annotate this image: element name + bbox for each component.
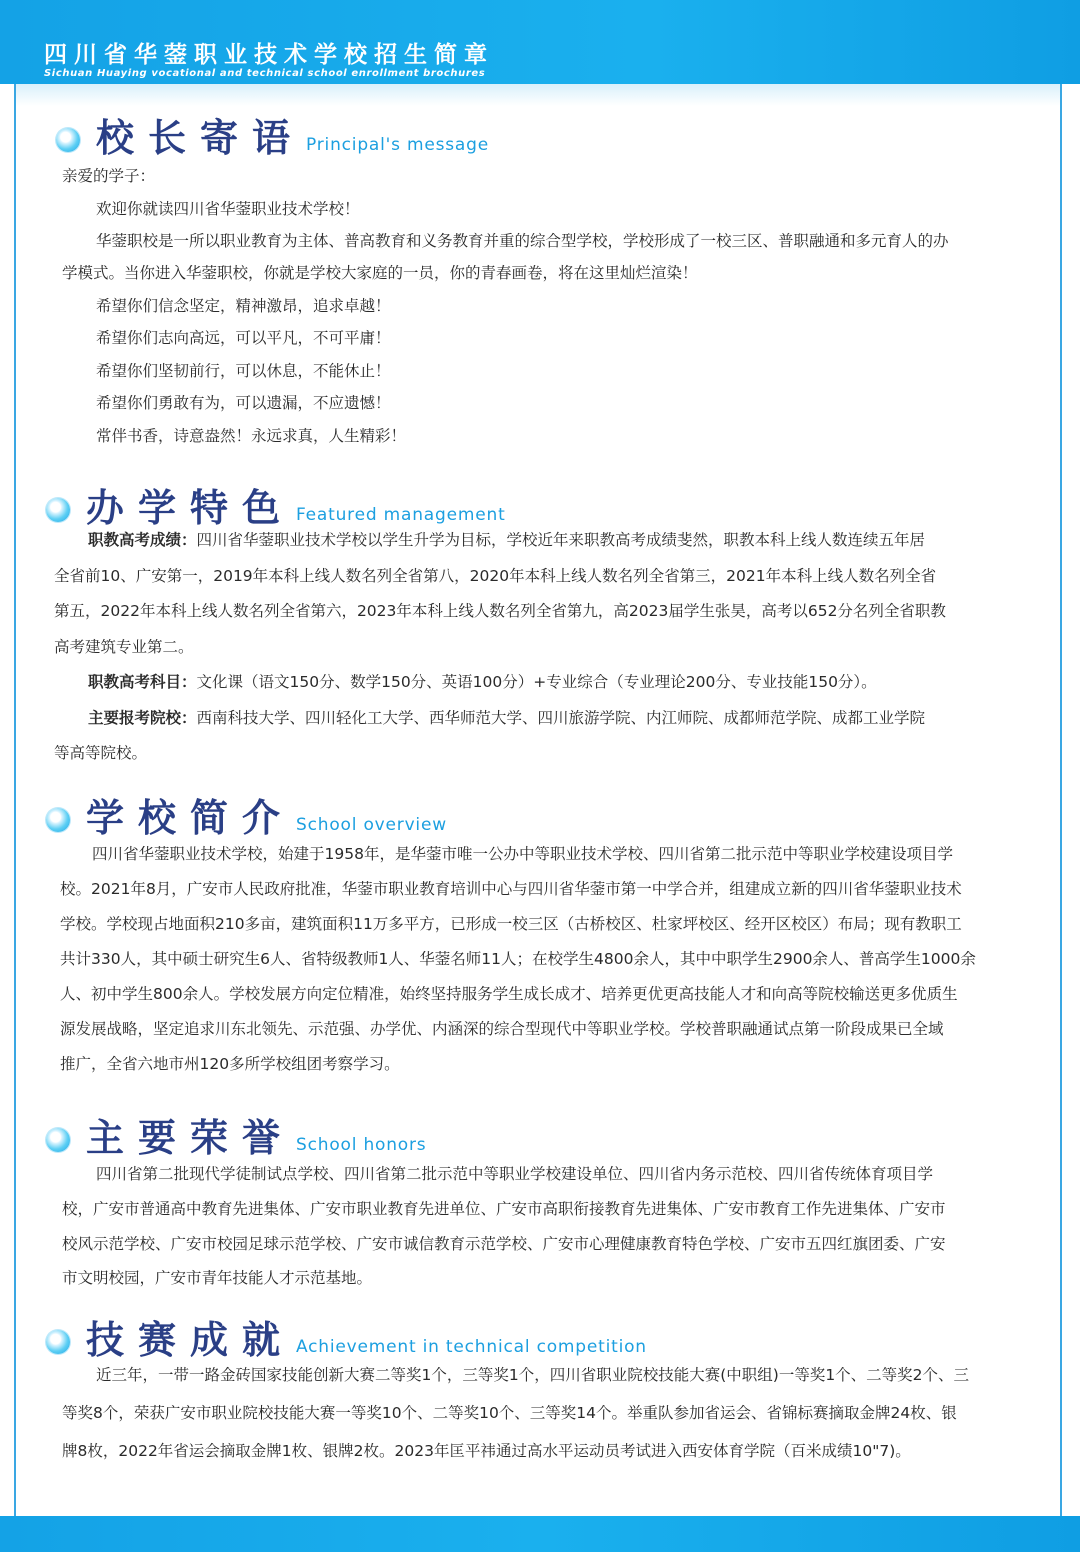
paragraph-line: 校。2021年8月，广安市人民政府批准，华蓥市职业教育培训中心与四川省华蓥市第一中学合并，组建成立新的四川省华蓥职业技术: [60, 880, 962, 898]
heading-en: School overview: [296, 815, 447, 835]
brochure-subtitle-en: Sichuan Huaying vocational and technical school enrollment brochures: [44, 68, 486, 79]
paragraph-line: 职教高考科目：文化课（语文150分、数学150分、英语100分）+专业综合（专业理论200分、专业技能150分）。: [88, 673, 877, 691]
paragraph-line: 希望你们勇敢有为，可以遗漏，不应遗憾！: [96, 394, 391, 412]
heading-en: Principal's message: [306, 135, 489, 155]
paragraph-line: 第五，2022年本科上线人数名列全省第六，2023年本科上线人数名列全省第九，高2023届学生张昊，高考以652分名列全省职教: [54, 602, 946, 620]
paragraph-line: 共计330人，其中硕士研究生6人、省特级教师1人、华蓥名师11人；在校学生4800余人，其中中职学生2900余人、普高学生1000余: [60, 950, 976, 968]
heading-en: Achievement in technical competition: [296, 1337, 647, 1357]
brochure-title: 四川省华蓥职业技术学校招生简章: [44, 41, 494, 68]
paragraph-line: 职教高考成绩：四川省华蓥职业技术学校以学生升学为目标，学校近年来职教高考成绩斐然，职教本科上线人数连续五年居: [88, 531, 926, 549]
heading-cn: 主要荣誉: [86, 1115, 295, 1160]
paragraph-line: 四川省第二批现代学徒制试点学校、四川省第二批示范中等职业学校建设单位、四川省内务示范校、四川省传统体育项目学: [96, 1165, 934, 1183]
paragraph-line: 希望你们信念坚定，精神激昂，追求卓越！: [96, 297, 391, 315]
heading-en: School honors: [296, 1135, 427, 1155]
paragraph-line: 近三年，一带一路金砖国家技能创新大赛二等奖1个，三等奖1个，四川省职业院校技能大赛(中职组)一等奖1个、二等奖2个、三: [96, 1366, 970, 1384]
footer-band: [0, 1516, 1080, 1552]
label-exam-results: 职教高考成绩：: [88, 531, 197, 549]
paragraph-line: 牌8枚，2022年省运会摘取金牌1枚、银牌2枚。2023年匡平祎通过高水平运动员考试进入西安体育学院（百米成绩10"7)。: [62, 1442, 911, 1460]
paragraph-line: 高考建筑专业第二。: [54, 638, 194, 656]
paragraph-line: 推广，全省六地市州120多所学校组团考察学习。: [60, 1055, 400, 1073]
bullet-orb-icon: [56, 128, 80, 152]
bullet-orb-icon: [46, 498, 70, 522]
heading-cn: 办学特色: [86, 485, 295, 530]
paragraph-line: 四川省华蓥职业技术学校，始建于1958年，是华蓥市唯一公办中等职业技术学校、四川省第二批示范中等职业学校建设项目学: [92, 845, 953, 863]
paragraph-line: 主要报考院校：西南科技大学、四川轻化工大学、西华师范大学、四川旅游学院、内江师院、成都师范学院、成都工业学院: [88, 709, 926, 727]
paragraph-line: 等高等院校。: [54, 744, 148, 762]
paragraph-line: 亲爱的学子：: [62, 167, 156, 185]
paragraph-line: 等奖8个，荣获广安市职业院校技能大赛一等奖10个、二等奖10个、三等奖14个。举重队参加省运会、省锦标赛摘取金牌24枚、银: [62, 1404, 957, 1422]
paragraph-line: 校，广安市普通高中教育先进集体、广安市职业教育先进单位、广安市高职衔接教育先进集体、广安市教育工作先进集体、广安市: [62, 1200, 946, 1218]
heading-en: Featured management: [296, 505, 506, 525]
paragraph-line: 学校。学校现占地面积210多亩，建筑面积11万多平方，已形成一校三区（古桥校区、杜家坪校区、经开区校区）布局；现有教职工: [60, 915, 962, 933]
section-heading-featured: [46, 486, 506, 530]
paragraph-line: 华蓥职校是一所以职业教育为主体、普高教育和义务教育并重的综合型学校，学校形成了一校三区、普职融通和多元育人的办: [96, 232, 949, 250]
header-band: [0, 0, 1080, 84]
label-target-colleges: 主要报考院校：: [88, 709, 197, 727]
paragraph-line: 全省前10、广安第一，2019年本科上线人数名列全省第八，2020年本科上线人数名列全省第三，2021年本科上线人数名列全省: [54, 567, 937, 585]
section-heading-principal: [56, 116, 489, 160]
paragraph-line: 常伴书香，诗意盎然！永远求真，人生精彩！: [96, 427, 407, 445]
paragraph-line: 源发展战略，坚定追求川东北领先、示范强、办学优、内涵深的综合型现代中等职业学校。学校普职融通试点第一阶段成果已全域: [60, 1020, 944, 1038]
bullet-orb-icon: [46, 808, 70, 832]
bullet-orb-icon: [46, 1128, 70, 1152]
bullet-orb-icon: [46, 1330, 70, 1354]
heading-cn: 校长寄语: [96, 115, 305, 160]
paragraph-line: 欢迎你就读四川省华蓥职业技术学校！: [96, 200, 360, 218]
section-heading-honors: [46, 1116, 426, 1160]
paragraph-line: 希望你们志向高远，可以平凡，不可平庸！: [96, 329, 391, 347]
section-heading-achievement: [46, 1318, 647, 1362]
paragraph-line: 学模式。当你进入华蓥职校，你就是学校大家庭的一员，你的青春画卷，将在这里灿烂渲染！: [62, 264, 698, 282]
label-exam-subjects: 职教高考科目：: [88, 673, 197, 691]
section-heading-overview: [46, 796, 447, 840]
paragraph-line: 校风示范学校、广安市校园足球示范学校、广安市诚信教育示范学校、广安市心理健康教育特色学校、广安市五四红旗团委、广安: [62, 1235, 946, 1253]
heading-cn: 学校简介: [86, 795, 295, 840]
paragraph-line: 市文明校园，广安市青年技能人才示范基地。: [62, 1269, 373, 1287]
paragraph-line: 人、初中学生800余人。学校发展方向定位精准，始终坚持服务学生成长成才、培养更优更高技能人才和向高等院校输送更多优质生: [60, 985, 958, 1003]
paragraph-line: 希望你们坚韧前行，可以休息，不能休止！: [96, 362, 391, 380]
heading-cn: 技赛成就: [86, 1317, 295, 1362]
